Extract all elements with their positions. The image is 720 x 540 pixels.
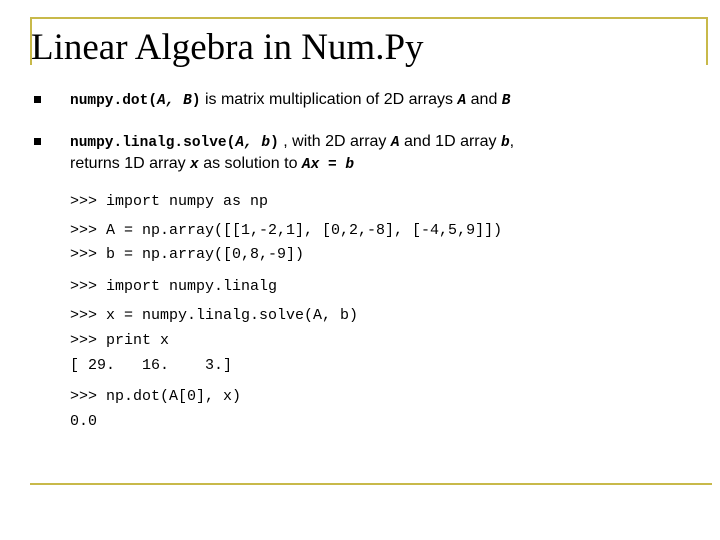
bullet-1-code-fn: numpy.dot( — [70, 93, 158, 109]
bullet-1-code-close: ) — [191, 93, 201, 109]
bullet-2-line-2 — [70, 153, 354, 176]
bullet-1-text1: is matrix multiplication of 2D arrays — [200, 91, 458, 108]
bullet-2-line2-eq: Ax = b — [301, 157, 355, 173]
bullet-2-line2-var: x — [190, 157, 199, 173]
bullet-2-text3: , — [509, 133, 515, 150]
bullet-2-text2: and 1D array — [399, 133, 501, 150]
code-line-3: >>> b = np.array([0,8,-9]) — [70, 246, 305, 263]
bullet-1-code-args: A, B — [157, 93, 192, 109]
code-line-2: >>> A = np.array([[1,-2,1], [0,2,-8], [-4,5,9]]) — [70, 222, 503, 239]
code-line-6: >>> print x — [70, 332, 170, 349]
bullet-1-text2: and — [466, 91, 502, 108]
bullet-1 — [70, 89, 511, 112]
bullet-1-var2: B — [501, 93, 511, 109]
slide-title: Linear Algebra in Num.Py — [31, 27, 424, 68]
frame-top-line — [30, 17, 706, 19]
bullet-1-var1: A — [457, 93, 467, 109]
code-line-9: 0.0 — [70, 413, 98, 430]
code-line-8: >>> np.dot(A[0], x) — [70, 388, 242, 405]
bullet-2-var1: A — [390, 135, 400, 151]
code-line-4: >>> import numpy.linalg — [70, 278, 278, 295]
bullet-2-line2-text2: as solution to — [198, 155, 302, 172]
bullet-2-code-args: A, b — [235, 135, 271, 151]
bullet-marker-2 — [34, 138, 41, 145]
code-line-1: >>> import numpy as np — [70, 193, 269, 210]
bullet-2-code-close: ) — [270, 135, 279, 151]
bullet-2-var2: b — [500, 135, 510, 151]
bullet-2-code-fn: numpy.linalg.solve( — [70, 135, 236, 151]
frame-right-line — [706, 17, 708, 65]
bullet-2-text1: , with 2D array — [278, 133, 391, 150]
code-line-5: >>> x = numpy.linalg.solve(A, b) — [70, 307, 359, 324]
code-line-7: [ 29. 16. 3.] — [70, 357, 233, 374]
bullet-2-line-1 — [70, 131, 514, 154]
bullet-marker-1 — [34, 96, 41, 103]
frame-bottom-line — [30, 483, 712, 485]
bullet-2-line2-text: returns 1D array — [70, 155, 191, 172]
